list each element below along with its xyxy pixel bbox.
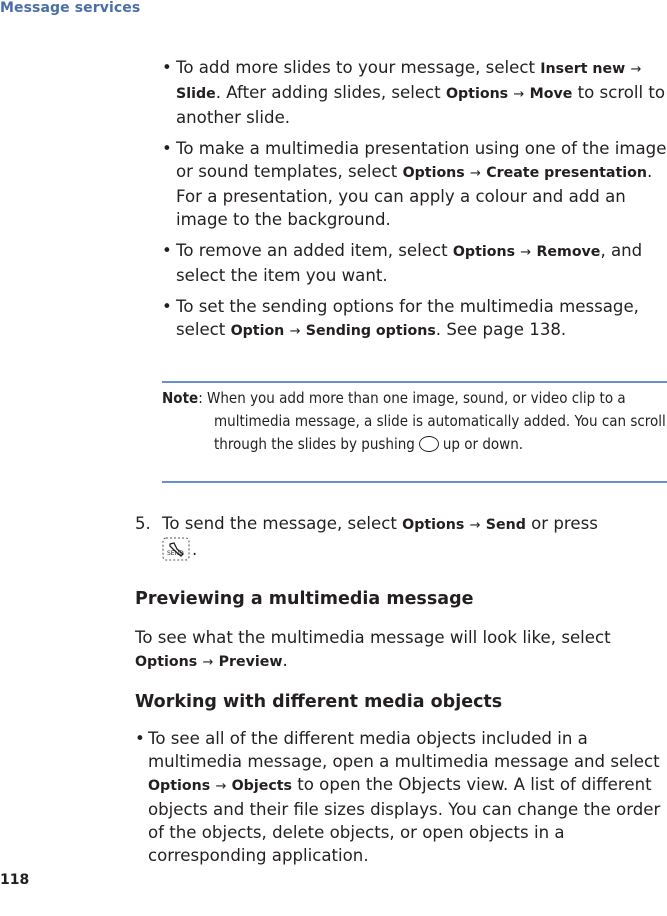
list-item: • To remove an added item, select Options → Remove, and select the item you want.: [162, 241, 643, 285]
option-list: [162, 56, 667, 351]
step-5: 5. To send the message, select Options → Send or press SEND .: [135, 514, 598, 559]
section-heading: Previewing a multimedia message: [135, 589, 474, 609]
note-text: Note: When you add more than one image, sound, or video clip to a multimedia message, a slide is automatically added. You can scroll through the slides by pushing up or down.: [162, 389, 666, 453]
paragraph: To see what the multimedia message will look like, select Options → Preview.: [135, 628, 611, 670]
step-number: 5.: [135, 514, 151, 533]
list-item: • To set the sending options for the multimedia message, select Option → Sending options. See page 138.: [162, 297, 639, 339]
section-header: Message services: [0, 0, 141, 16]
bullet: •: [135, 729, 145, 748]
bullet: •: [162, 139, 172, 158]
send-key-icon: [162, 537, 190, 561]
note-box: [162, 381, 667, 483]
bullet: •: [162, 241, 172, 260]
list-item: • To see all of the different media objects included in a multimedia message, open a multimedia message and select Options → Objects to open the Objects view. A list of different objects and their file sizes displays. You can change the order of the objects, delete objects, or open objects in a corresponding application.: [135, 729, 661, 865]
list-item: • To add more slides to your message, select Insert new → Slide. After adding slides, select Options → Move to scroll to another slide.: [162, 58, 666, 127]
navigation-key-icon: [419, 436, 439, 452]
section-heading: Working with different media objects: [135, 692, 503, 712]
page-number: 118: [0, 872, 30, 888]
list-item: • To make a multimedia presentation using one of the image or sound templates, select Options → Create presentation. For a presentation, you can apply a colour and add an image to the background.: [162, 139, 667, 229]
bullet: •: [162, 297, 172, 316]
svg-text:SEND: SEND: [167, 550, 184, 557]
note-label: Note: [162, 389, 199, 407]
bullet: •: [162, 58, 172, 77]
